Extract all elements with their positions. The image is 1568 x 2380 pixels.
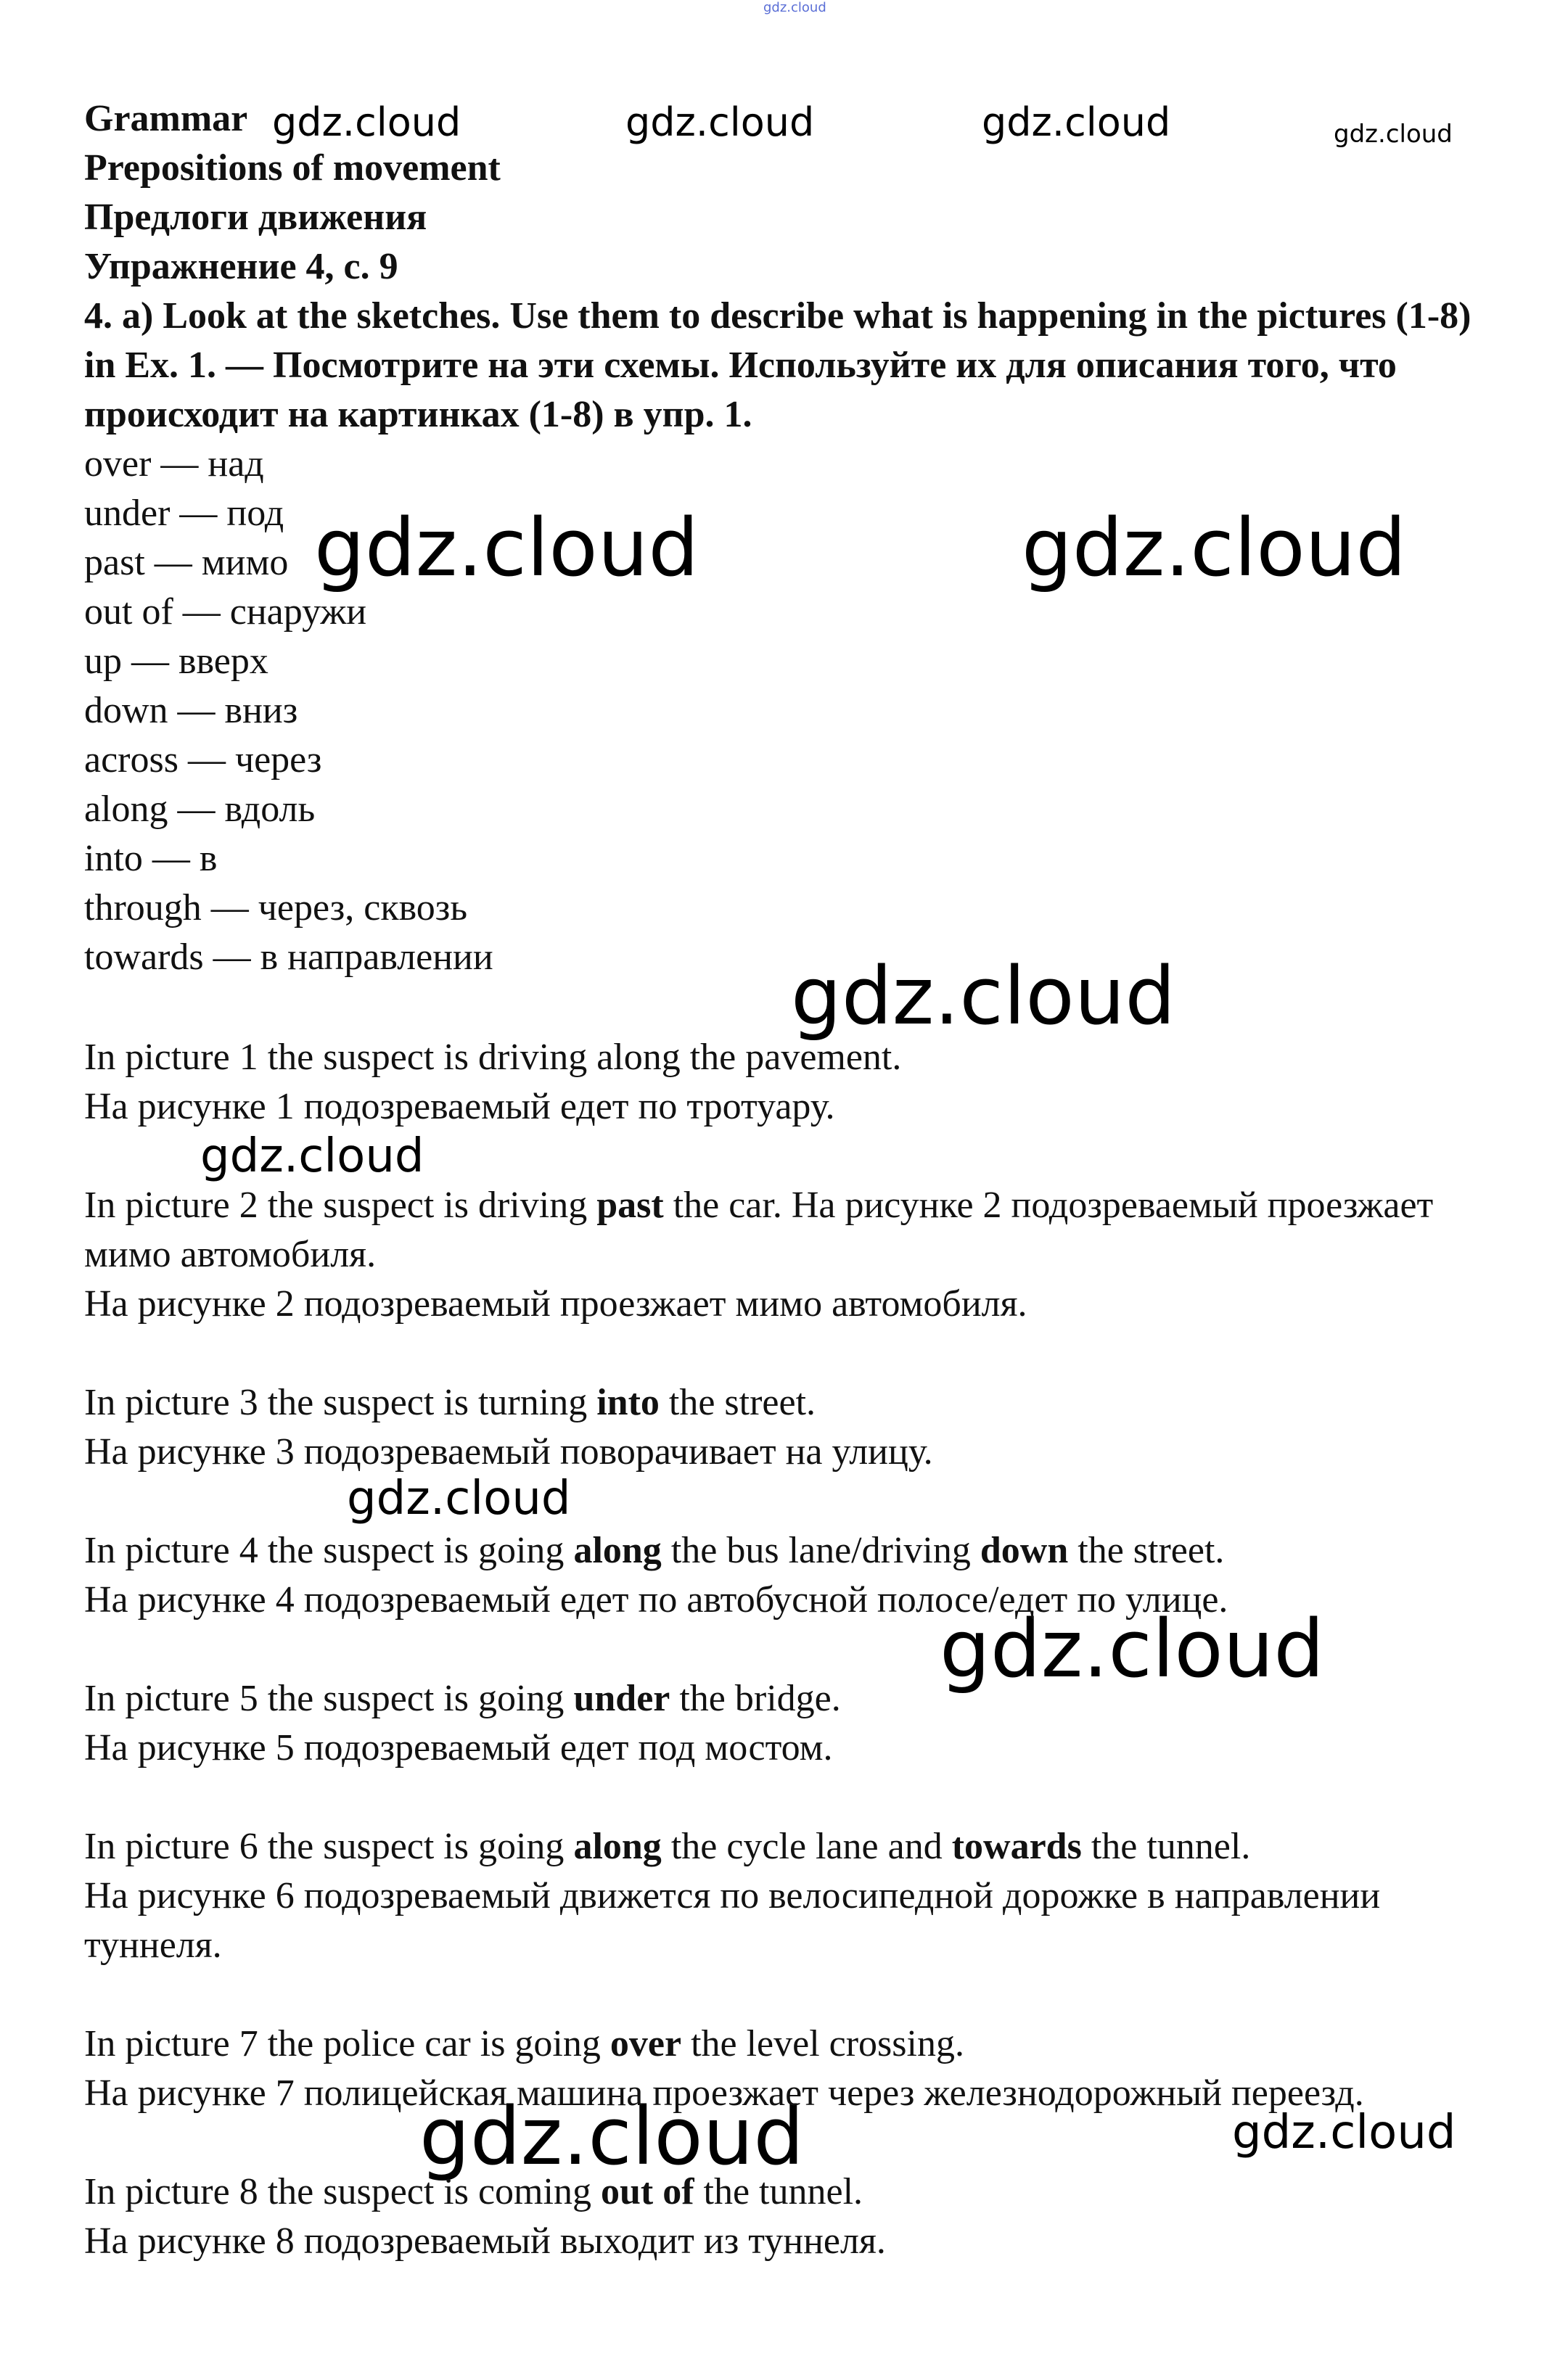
answer-6-en: In picture 6 the suspect is going along the cycle lane and towards the tunnel. — [84, 1826, 1251, 1867]
vocab-item-under: under — под — [84, 493, 284, 534]
vocab-item-up: up — вверх — [84, 641, 268, 682]
answer-picture-7 — [84, 2019, 1499, 2118]
answer-picture-6 — [84, 1822, 1499, 1970]
vocab-item-into: into — в — [84, 838, 218, 879]
watermark-large-3: gdz.cloud — [791, 950, 1176, 1042]
watermark-large-4: gdz.cloud — [940, 1602, 1325, 1695]
vocab-item-down: down — вниз — [84, 690, 298, 731]
answer-8-ru: На рисунке 8 подозреваемый выходит из туннеля. — [84, 2220, 886, 2262]
grammar-heading: Grammar — [84, 98, 248, 139]
answer-picture-2 — [84, 1181, 1499, 1329]
vocab-item-across: across — через — [84, 739, 322, 781]
vocab-item-through: through — через, сквозь — [84, 887, 468, 928]
watermark-large-2: gdz.cloud — [1022, 501, 1407, 594]
vocab-item-towards: towards — в направлении — [84, 936, 493, 978]
watermark-large-1: gdz.cloud — [314, 501, 699, 594]
watermark-mid-1: gdz.cloud — [200, 1129, 424, 1183]
answer-3-ru: На рисунке 3 подозреваемый поворачивает на улицу. — [84, 1431, 933, 1473]
answer-2-en: In picture 2 the suspect is driving past the car. На рисунке 2 подозреваемый проезжает мимо автомобиля. — [84, 1185, 1434, 1275]
watermark-header-4: gdz.cloud — [1334, 120, 1453, 149]
topic-title-en: Prepositions of movement — [84, 147, 501, 189]
answer-5-en: In picture 5 the suspect is going under the bridge. — [84, 1678, 841, 1719]
vocab-item-out-of: out of — снаружи — [84, 591, 367, 633]
watermark-mid-3: gdz.cloud — [1232, 2106, 1456, 2159]
answer-picture-5 — [84, 1674, 1499, 1773]
document-page — [84, 94, 1499, 2266]
topic-title-ru: Предлоги движения — [84, 197, 427, 238]
answer-3-en: In picture 3 the suspect is turning into the street. — [84, 1382, 816, 1423]
answer-2-ru: На рисунке 2 подозреваемый проезжает мимо автомобиля. — [84, 1283, 1027, 1325]
answer-picture-4 — [84, 1526, 1499, 1625]
watermark-top-tiny: gdz.cloud — [763, 0, 826, 15]
answer-picture-3 — [84, 1378, 1499, 1477]
answer-picture-1 — [84, 1033, 1499, 1132]
vocab-list — [84, 440, 1499, 982]
watermark-large-5: gdz.cloud — [419, 2090, 805, 2183]
watermark-header-2: gdz.cloud — [625, 99, 815, 145]
answer-7-en: In picture 7 the police car is going over the level crossing. — [84, 2023, 964, 2064]
watermark-header-3: gdz.cloud — [982, 99, 1171, 145]
answer-7-ru: На рисунке 7 полицейская машина проезжает через железнодорожный переезд. — [84, 2072, 1364, 2114]
task-text: 4. a) Look at the sketches. Use them to describe what is happening in the pictures (1-8) in Ex. 1. — Посмотрите на эти схемы. Используйте их для описания того, что происходит на картинках (1-8) в упр. 1. — [84, 295, 1471, 435]
answer-1-en: In picture 1 the suspect is driving along the pavement. — [84, 1037, 902, 1078]
vocab-item-along: along — вдоль — [84, 788, 316, 830]
vocab-item-over: over — над — [84, 443, 264, 485]
answer-5-ru: На рисунке 5 подозреваемый едет под мостом. — [84, 1727, 833, 1768]
answer-4-ru: На рисунке 4 подозреваемый едет по автобусной полосе/едет по улице. — [84, 1579, 1228, 1621]
watermark-mid-2: gdz.cloud — [347, 1472, 571, 1525]
answer-1-ru: На рисунке 1 подозреваемый едет по тротуару. — [84, 1086, 835, 1127]
answer-6-ru: На рисунке 6 подозреваемый движется по велосипедной дорожке в направлении туннеля. — [84, 1875, 1381, 1966]
exercise-number: Упражнение 4, с. 9 — [84, 246, 398, 287]
watermark-header-1: gdz.cloud — [272, 99, 461, 145]
answer-picture-8 — [84, 2167, 1499, 2266]
answer-4-en: In picture 4 the suspect is going along the bus lane/driving down the street. — [84, 1530, 1225, 1571]
answer-8-en: In picture 8 the suspect is coming out of the tunnel. — [84, 2171, 863, 2212]
vocab-item-past: past — мимо — [84, 542, 289, 583]
